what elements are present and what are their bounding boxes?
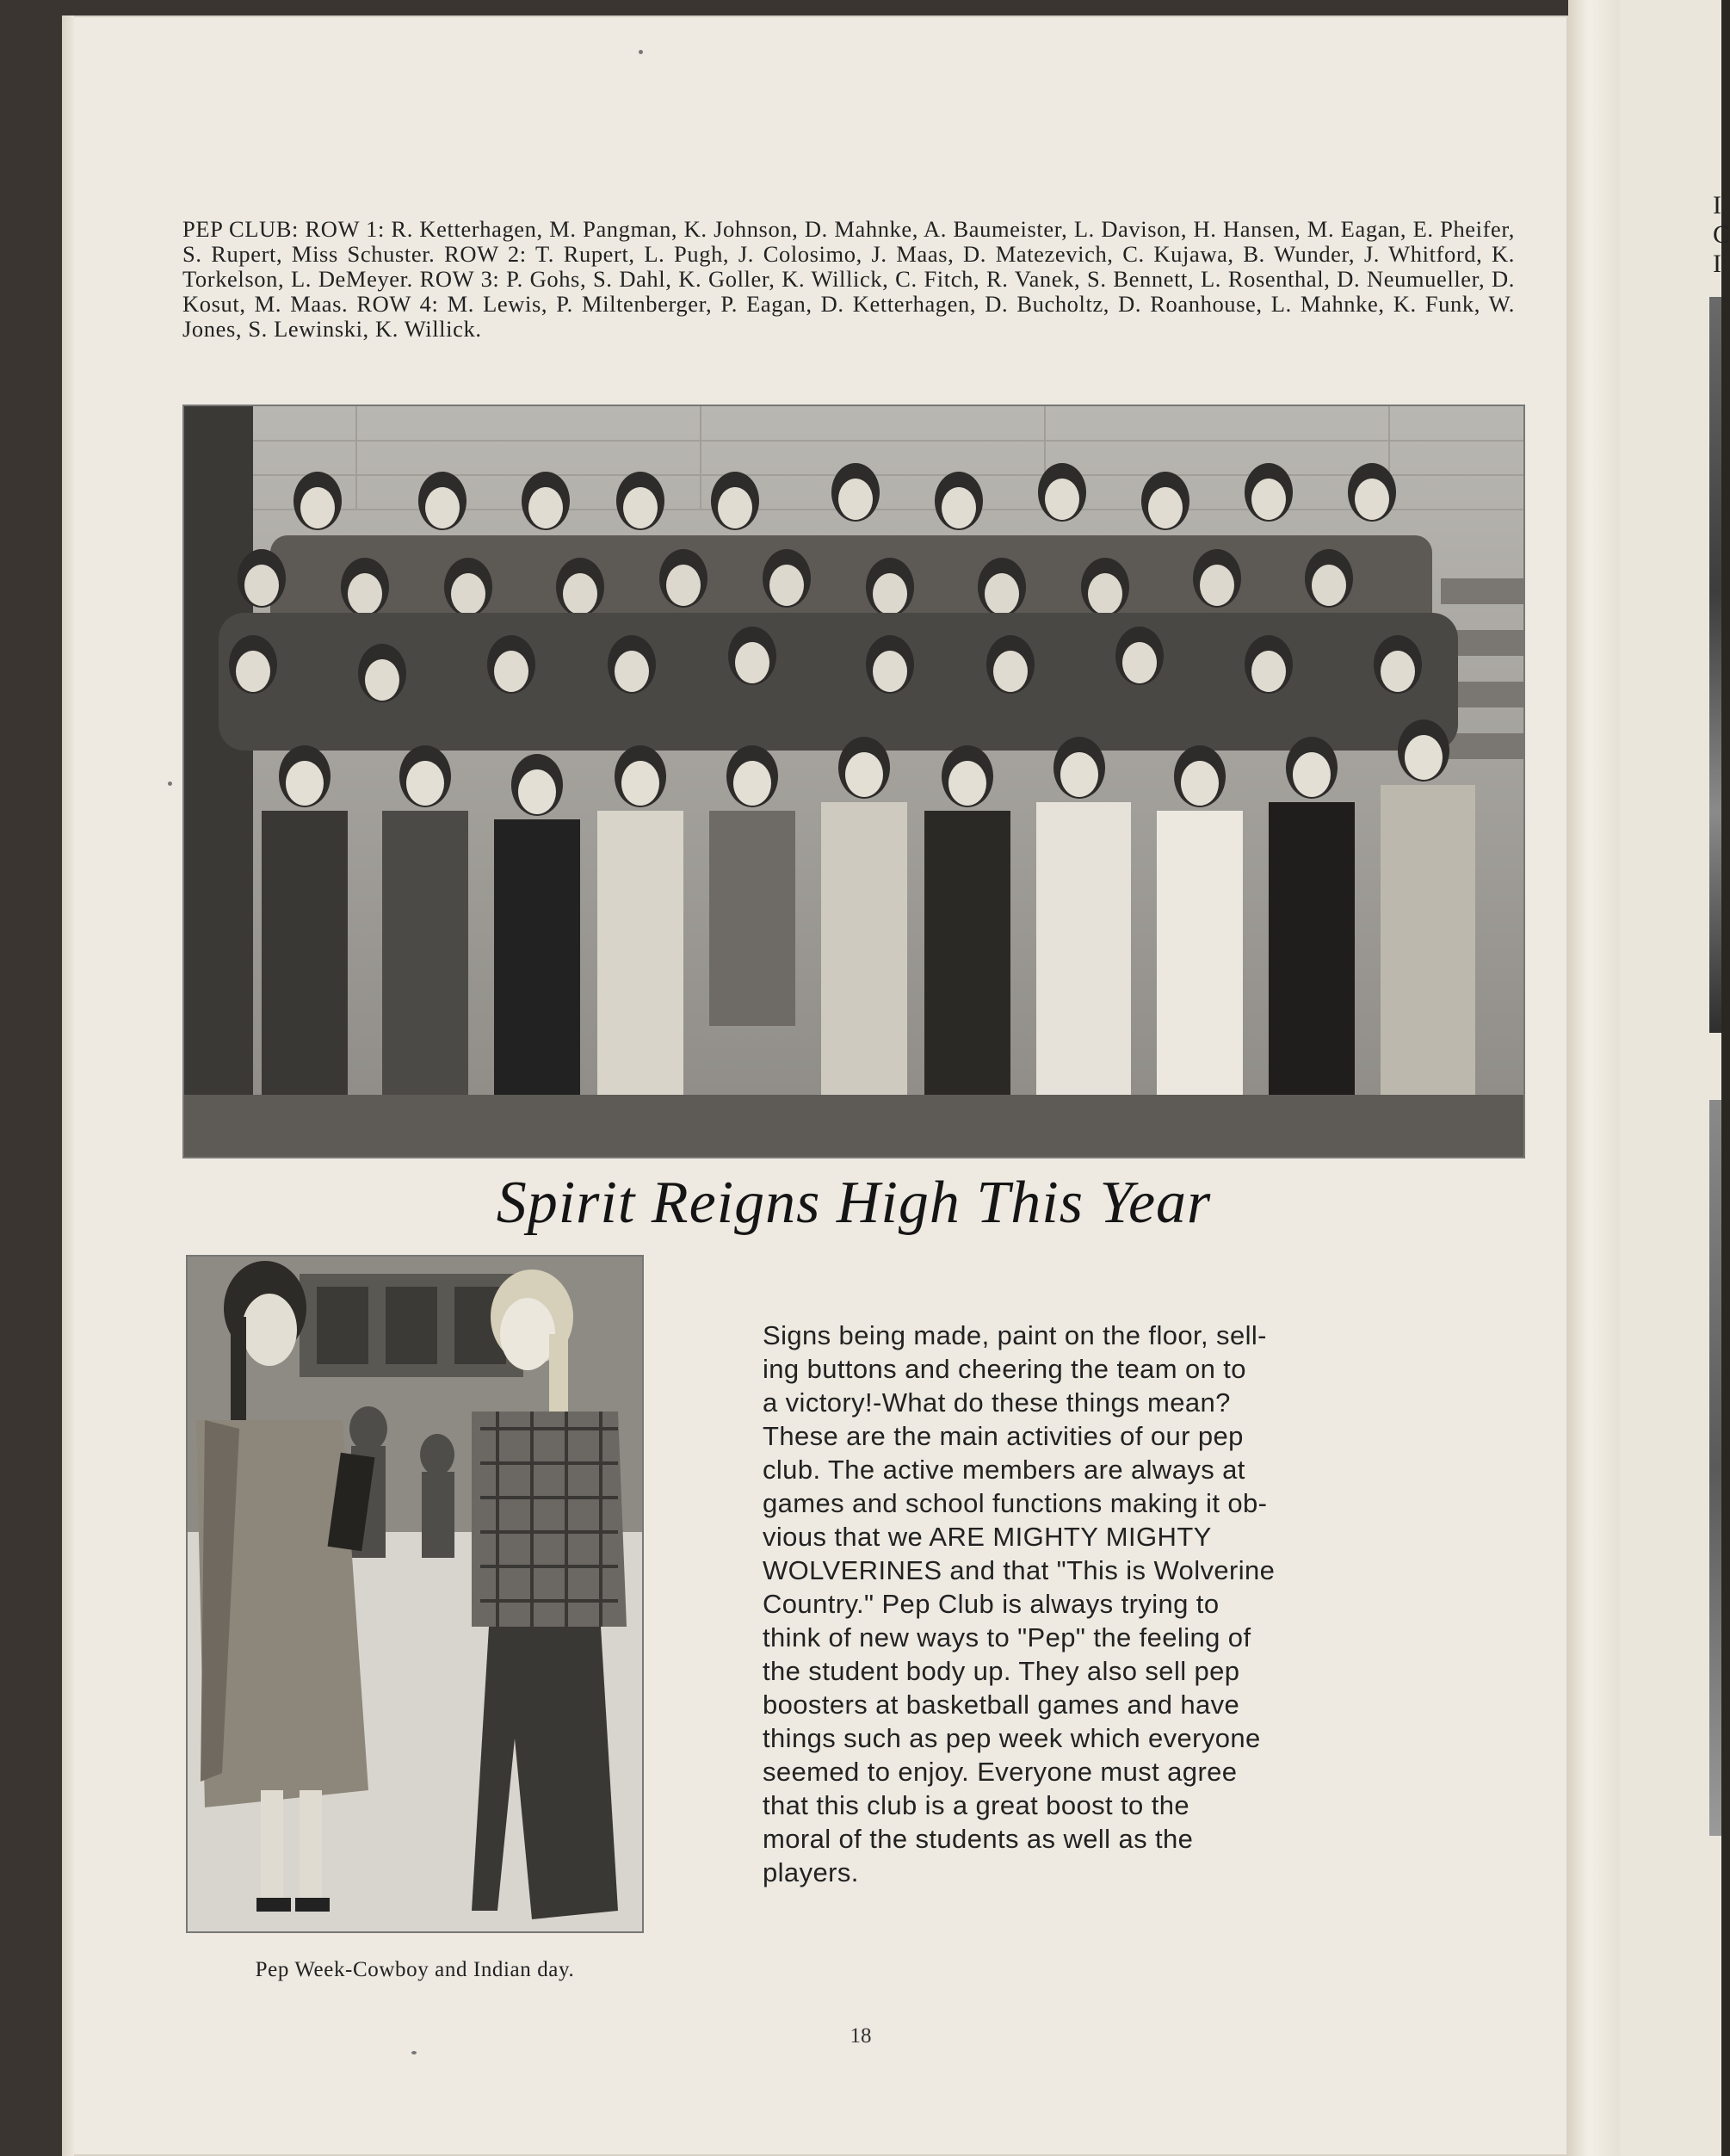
- book-gutter: [1568, 0, 1620, 2156]
- article-headline: Spirit Reigns High This Year: [496, 1170, 1212, 1236]
- cowboy-indian-day-photo: [186, 1255, 644, 1933]
- scan-speck: [639, 50, 643, 54]
- small-photo-caption: Pep Week-Cowboy and Indian day.: [255, 1958, 575, 1981]
- facing-page-text-fragment: I C I: [1713, 191, 1730, 278]
- facing-page-photo-edge: [1709, 1100, 1721, 1836]
- facing-page-photo-edge: [1709, 297, 1721, 1033]
- scan-speck: [168, 781, 172, 786]
- scan-speck: [411, 2051, 417, 2054]
- page-number: 18: [850, 2024, 872, 2048]
- facing-page-edge: [1620, 0, 1730, 2156]
- article-body: Signs being made, paint on the floor, sell- ing buttons and cheering the team on to a victory!-What do these things mean? These are the main activities of our pep club. The active members are always at games and school functions making it ob- vious that we ARE MIGHTY MIGHTY WOLVERINES and that "This is Wolverine Country." Pep Club is always trying to think of new ways to "Pep" the feeling of the student body up. They also sell pep boosters at basketball games and have things such as pep week which everyone seemed to enjoy. Everyone must agree that this club is a great boost to the moral of the students as well as the players.: [763, 1320, 1276, 1887]
- page-left-edge: [62, 15, 74, 2156]
- pep-club-group-photo: [182, 405, 1525, 1158]
- group-photo-caption: PEP CLUB: ROW 1: R. Ketterhagen, M. Pangman, K. Johnson, D. Mahnke, A. Baumeister, L. Davison, H. Hansen, M. Eagan, E. Pheifer, S. Rupert, Miss Schuster. ROW 2: T. Rupert, L. Pugh, J. Colosimo, J. Maas, D. Matezevich, C. Kujawa, B. Wunder, J. Whitford, K. Torkelson, L. DeMeyer. ROW 3: P. Gohs, S. Dahl, K. Goller, K. Willick, C. Fitch, R. Vanek, S. Bennett, L. Rosenthal, D. Neumueller, D. Kosut, M. Maas. ROW 4: M. Lewis, P. Miltenberger, P. Eagan, D. Ketterhagen, D. Bucholtz, D. Roanhouse, L. Mahnke, K. Funk, W. Jones, S. Lewinski, K. Willick.: [182, 216, 1515, 342]
